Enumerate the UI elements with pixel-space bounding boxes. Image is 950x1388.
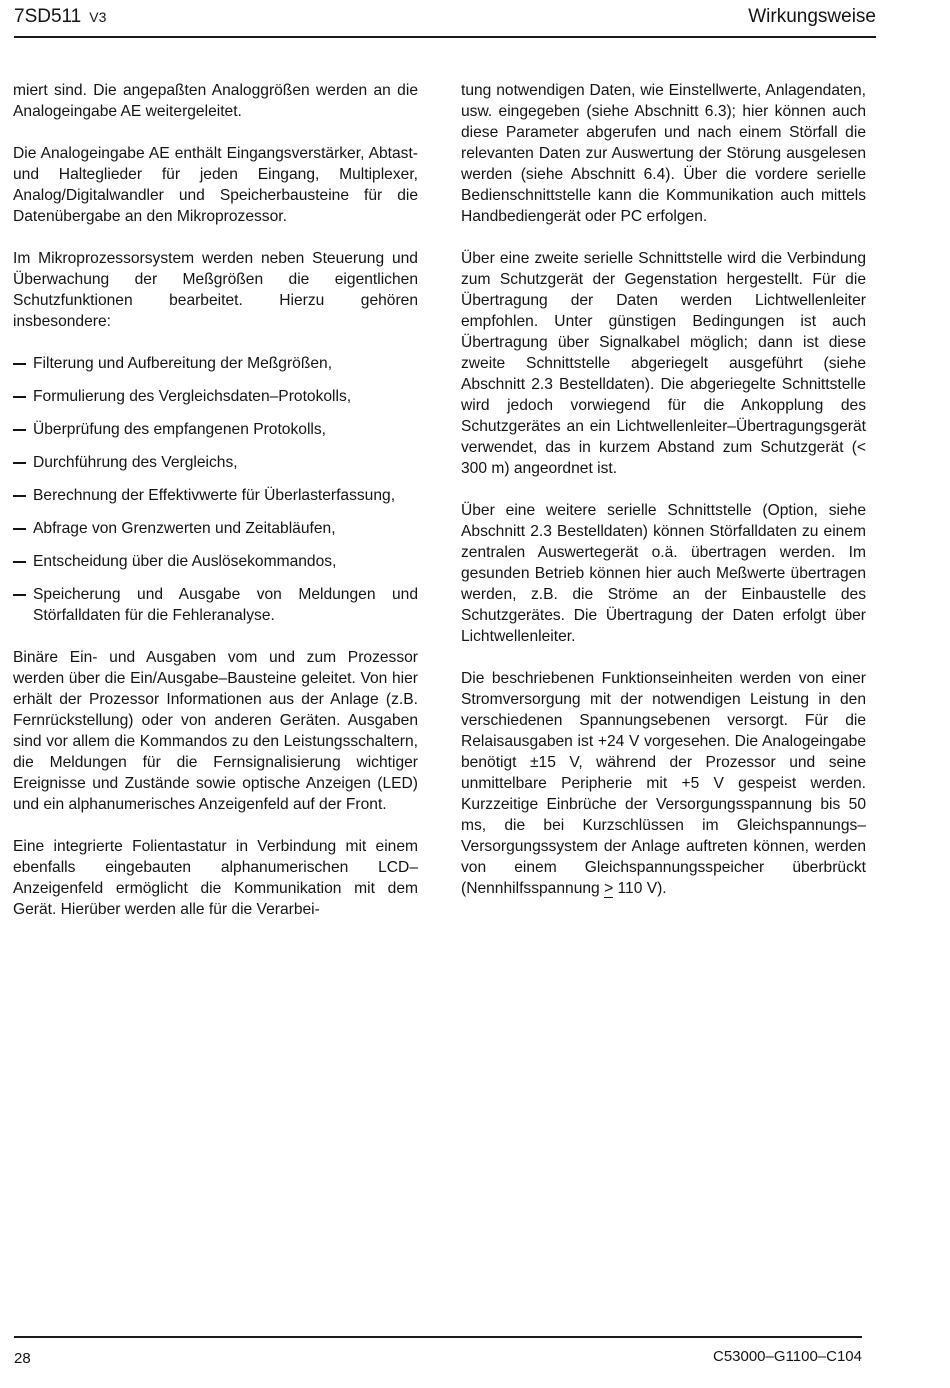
paragraph: Binäre Ein- und Ausgaben vom und zum Prozessor werden über die Ein/Ausgabe–Bausteine geleitet. Von hier erhält der Prozessor Informationen aus der Anlage (z.B. Fernrückstellung) oder von anderen Geräten. Ausgaben sind vor allem die Kommandos zu den Leistungsschaltern, die Meldungen für die Fernsignalisierung wichtiger Ereignisse und Zustände sowie optische Anzeigen (LED) und ein alphanumerisches Anzeigenfeld auf der Front. — [13, 649, 418, 813]
doc-id: 7SD511 — [14, 6, 82, 27]
list-item: Berechnung der Effektivwerte für Überlasterfassung, — [13, 485, 418, 506]
paragraph: Eine integrierte Folientastatur in Verbindung mit einem ebenfalls eingebauten alphanumerischen LCD–Anzeigenfeld ermöglicht die Kommunikation mit dem Gerät. Hierüber werden alle für die Verarbei- — [13, 838, 418, 918]
paragraph: miert sind. Die angepaßten Analoggrößen werden an die Analogeingabe AE weitergeleitet. — [13, 82, 418, 120]
dash-bullet-icon — [13, 396, 26, 398]
page-header — [14, 4, 876, 38]
left-column — [13, 80, 418, 941]
dash-bullet-icon — [13, 594, 26, 596]
list-item: Speicherung und Ausgabe von Meldungen und Störfalldaten für die Fehleranalyse. — [13, 584, 418, 626]
dash-bullet-icon — [13, 561, 26, 563]
paragraph: Die Analogeingabe AE enthält Eingangsverstärker, Abtast- und Halteglieder für jeden Eingang, Multiplexer, Analog/Digitalwandler und Speicherbausteine für die Datenübergabe an den Mikroprozessor. — [13, 145, 418, 225]
header-section-title: Wirkungsweise — [748, 6, 876, 27]
paragraph: Die beschriebenen Funktionseinheiten werden von einer Stromversorgung mit der notwendigen Leistung in den verschiedenen Spannungsebenen versorgt. Für die Relaisausgaben ist +24 V vorgesehen. Die Analogeingabe benötigt ±15 V, während der Prozessor und seine unmittelbare Peripherie mit +5 V gespeist werden. Kurzzeitige Einbrüche der Versorgungsspannung bis 50 ms, die bei Kurzschlüssen im Gleichspannungs–Versorgungssystem der Anlage auftreten können, werden von einem Gleichspannungsspeicher überbrückt (Nennhilfsspannung > 110 V). — [461, 670, 866, 897]
list-item: Formulierung des Vergleichsdaten–Protokolls, — [13, 386, 418, 407]
paragraph: Über eine weitere serielle Schnittstelle (Option, siehe Abschnitt 2.3 Bestelldaten) können Störfalldaten zu einem zentralen Auswertegerät o.ä. übertragen werden. Im gesunden Betrieb können hier auch Meßwerte übertragen werden, z.B. die Ströme an der Einbaustelle des Schutzgerätes. Die Übertragung der Daten erfolgt über Lichtwellenleiter. — [461, 502, 866, 645]
header-doc-id — [14, 6, 106, 28]
function-list — [13, 353, 418, 626]
page-number: 28 — [14, 1350, 31, 1367]
list-item: Entscheidung über die Auslösekommandos, — [13, 551, 418, 572]
dash-bullet-icon — [13, 462, 26, 464]
list-item: Abfrage von Grenzwerten und Zeitabläufen, — [13, 518, 418, 539]
paragraph: tung notwendigen Daten, wie Einstellwerte, Anlagendaten, usw. eingegeben (siehe Abschnitt 6.3); hier können auch diese Parameter abgerufen und nach einem Störfall die relevanten Daten zur Auswertung der Störung ausgelesen werden (siehe Abschnitt 6.4). Über die vordere serielle Bedienschnittstelle kann die Kommunikation auch mittels Handbediengerät oder PC erfolgen. — [461, 82, 866, 225]
right-column — [461, 80, 866, 920]
dash-bullet-icon — [13, 363, 26, 365]
greater-equal-symbol: > — [604, 880, 614, 897]
doc-version: V3 — [89, 9, 107, 25]
dash-bullet-icon — [13, 429, 26, 431]
paragraph: Im Mikroprozessorsystem werden neben Steuerung und Überwachung der Meßgrößen die eigentlichen Schutzfunktionen bearbeitet. Hierzu gehören insbesondere: — [13, 250, 418, 330]
page-footer — [14, 1336, 862, 1376]
list-item: Durchführung des Vergleichs, — [13, 452, 418, 473]
dash-bullet-icon — [13, 495, 26, 497]
paragraph: Über eine zweite serielle Schnittstelle wird die Verbindung zum Schutzgerät der Gegenstation hergestellt. Für die Übertragung der Daten werden Lichtwellenleiter empfohlen. Unter günstigen Bedingungen ist auch Übertragung über Signalkabel möglich; dann ist diese zweite Schnittstelle abgeriegelt ausgeführt (siehe Abschnitt 2.3 Bestelldaten). Die abgeriegelte Schnittstelle wird jedoch vorwiegend für die Ankopplung des Schutzgerätes an ein Lichtwellenleiter–Übertragungsgerät verwendet, das in kurzem Abstand zum Schutzgerät (< 300 m) angeordnet ist. — [461, 250, 866, 477]
dash-bullet-icon — [13, 528, 26, 530]
list-item: Filterung und Aufbereitung der Meßgrößen, — [13, 353, 418, 374]
order-number: C53000–G1100–C104 — [712, 1348, 862, 1365]
list-item: Überprüfung des empfangenen Protokolls, — [13, 419, 418, 440]
